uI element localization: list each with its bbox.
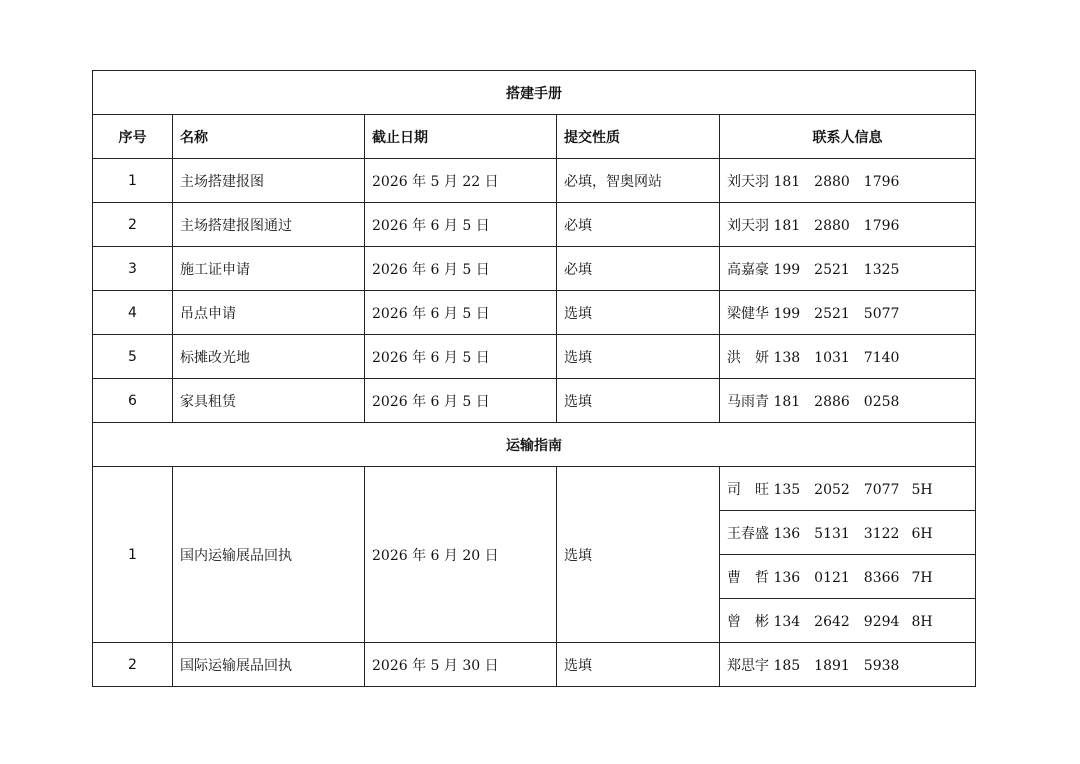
row-nature: 必填，智奥网站	[557, 159, 720, 203]
header-nature: 提交性质	[557, 115, 720, 159]
row-nature: 选填	[557, 643, 720, 687]
header-contact: 联系人信息	[720, 115, 976, 159]
row-name: 国际运输展品回执	[173, 643, 365, 687]
contact-text: 司 旺 135 2052 7077	[727, 481, 900, 498]
contact-text: 曹 哲 136 0121 8366	[727, 569, 900, 586]
row-contact	[720, 467, 976, 511]
row-contact: 马雨青 181 2886 0258	[720, 379, 976, 423]
row-contact: 刘天羽 181 2880 1796	[720, 159, 976, 203]
row-contact	[720, 511, 976, 555]
row-contact: 洪 妍 138 1031 7140	[720, 335, 976, 379]
row-deadline: 2026 年 5 月 30 日	[365, 643, 557, 687]
row-contact	[720, 555, 976, 599]
row-nature: 选填	[557, 291, 720, 335]
row-seq: 1	[93, 159, 173, 203]
contact-text: 王春盛 136 5131 3122	[727, 525, 900, 542]
header-deadline: 截止日期	[365, 115, 557, 159]
hall-number: 6H	[911, 525, 933, 542]
row-seq: 3	[93, 247, 173, 291]
table-row	[93, 291, 976, 335]
row-deadline: 2026 年 6 月 5 日	[365, 203, 557, 247]
row-contact: 郑思宇 185 1891 5938	[720, 643, 976, 687]
row-name: 标摊改光地	[173, 335, 365, 379]
row-nature: 选填	[557, 379, 720, 423]
row-contact: 高嘉豪 199 2521 1325	[720, 247, 976, 291]
row-seq: 4	[93, 291, 173, 335]
row-deadline: 2026 年 6 月 5 日	[365, 335, 557, 379]
row-seq: 1	[93, 467, 173, 643]
hall-number: 7H	[911, 569, 933, 586]
header-seq: 序号	[93, 115, 173, 159]
row-nature: 必填	[557, 247, 720, 291]
table-row	[93, 247, 976, 291]
row-seq: 5	[93, 335, 173, 379]
section-row-build	[93, 71, 976, 115]
contact-text: 曾 彬 134 2642 9294	[727, 613, 900, 630]
row-contact: 刘天羽 181 2880 1796	[720, 203, 976, 247]
row-deadline: 2026 年 5 月 22 日	[365, 159, 557, 203]
section-title-build: 搭建手册	[93, 71, 976, 115]
row-name: 主场搭建报图通过	[173, 203, 365, 247]
service-table	[92, 70, 976, 687]
table-row	[93, 467, 976, 511]
row-name: 国内运输展品回执	[173, 467, 365, 643]
hall-number: 5H	[911, 481, 933, 498]
row-seq: 2	[93, 203, 173, 247]
header-row	[93, 115, 976, 159]
row-name: 主场搭建报图	[173, 159, 365, 203]
row-contact: 梁健华 199 2521 5077	[720, 291, 976, 335]
row-name: 施工证申请	[173, 247, 365, 291]
table-row	[93, 203, 976, 247]
row-seq: 6	[93, 379, 173, 423]
table-row	[93, 159, 976, 203]
row-nature: 选填	[557, 335, 720, 379]
row-deadline: 2026 年 6 月 5 日	[365, 291, 557, 335]
section-title-transport: 运输指南	[93, 423, 976, 467]
row-nature: 选填	[557, 467, 720, 643]
row-name: 吊点申请	[173, 291, 365, 335]
hall-number: 8H	[911, 613, 933, 630]
row-deadline: 2026 年 6 月 5 日	[365, 247, 557, 291]
table-row	[93, 335, 976, 379]
table-row	[93, 643, 976, 687]
row-contact	[720, 599, 976, 643]
row-nature: 必填	[557, 203, 720, 247]
table-row	[93, 379, 976, 423]
header-name: 名称	[173, 115, 365, 159]
section-row-transport	[93, 423, 976, 467]
row-name: 家具租赁	[173, 379, 365, 423]
row-seq: 2	[93, 643, 173, 687]
row-deadline: 2026 年 6 月 5 日	[365, 379, 557, 423]
row-deadline: 2026 年 6 月 20 日	[365, 467, 557, 643]
